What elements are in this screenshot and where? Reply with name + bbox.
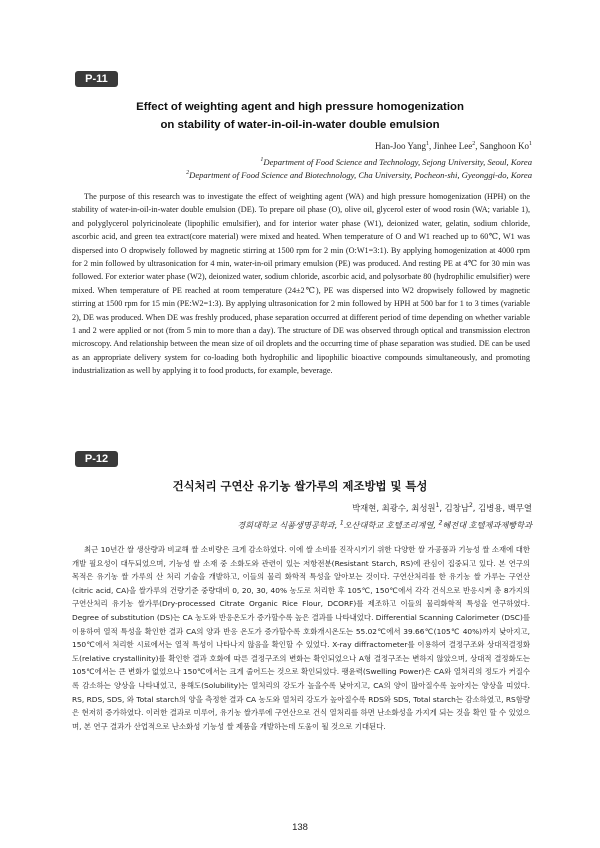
affiliation-ko <box>237 519 532 532</box>
page-number: 138 <box>292 822 308 833</box>
abstract-number-badge-2: P-12 <box>75 451 118 467</box>
author-list-ko <box>352 502 532 514</box>
author-3-affil-mark: 1 <box>529 141 532 147</box>
author-2-affil-mark: 2 <box>472 141 476 147</box>
paper-title-line-2: on stability of water-in-oil-in-water double emulsion <box>160 119 440 131</box>
affiliation-ko-b: 오산대학교 호텔조리계열, <box>343 520 439 530</box>
authors-ko-group-3: , 김병용, 백무열 <box>472 503 532 513</box>
paper-title <box>60 98 540 134</box>
affiliation-ko-mark-1: 1 <box>339 519 344 527</box>
authors-ko-mark-1: 1 <box>435 502 440 510</box>
affiliation-1 <box>260 156 532 169</box>
author-1-affil-mark: 1 <box>426 141 430 147</box>
author-2: , Jinhee Lee <box>429 141 473 151</box>
affiliation-1-text: Department of Food Science and Technology, Sejong University, Seoul, Korea <box>263 157 532 167</box>
affiliation-ko-a: 경희대학교 식품생명공학과, <box>237 520 340 530</box>
authors-ko-mark-2: 2 <box>468 502 473 510</box>
affiliation-1-mark: 1 <box>260 157 264 164</box>
affiliation-ko-mark-2: 2 <box>438 519 443 527</box>
author-list <box>375 141 532 151</box>
authors-ko-group-1: 박재현, 최광수, 최성원 <box>352 503 436 513</box>
abstract-number-badge: P-11 <box>75 71 118 87</box>
paper-title-line-1: Effect of weighting agent and high pressure homogenization <box>136 101 464 113</box>
affiliation-2 <box>186 169 532 182</box>
author-3: , Sanghoon Ko <box>475 141 529 151</box>
affiliation-ko-c: 혜전대 호텔제과제빵학과 <box>442 520 532 530</box>
authors-ko-group-2: , 김창남 <box>439 503 469 513</box>
author-1: Han-Joo Yang <box>375 141 427 151</box>
affiliation-2-text: Department of Food Science and Biotechnology, Cha University, Pocheon-shi, Gyeonggi-do, Korea <box>189 170 532 180</box>
paper-title-ko: 건식처리 구연산 유기농 쌀가루의 제조방법 및 특성 <box>172 479 428 493</box>
abstract-body-ko: 최근 10년간 쌀 생산량과 비교해 쌀 소비량은 크게 감소하였다. 이에 쌀 소비를 진작시키기 위한 다양한 쌀 가공품과 기능성 쌀 소재에 대한 개발 필요성이 대두되었으며, 기능성 쌀 소재 중 소화도와 관련이 있는 저항전분(Resistant Starch, RS)에 관심이 집중되고 있다. 본 연구의 목적은 유기농 쌀 가루의 산 처리 기술을 개발하고, 이들의 물리 화학적 특성을 알아보는 것이다. 구연산처리를 한 유기농 쌀 가루는 구연산(citric acid, CA)을 쌀가루의 건량기준 중량대비 0, 20, 30, 40% 농도로 처리한 후 105℃, 150℃에서 각각 건식으로 반응시켜 총 8가지의 구연산처리 유기농 쌀가루(Dry-processed Citrate Organic Rice Flour, DCORF)를 제조하고 이들의 물리화학적 특성을 연구하였다. Degree of substitution (DS)는 CA 농도와 반응온도가 증가할수록 높은 결과를 나타내었다. Differential Scanning Calorimeter (DSC)를 이용하여 열적 특성을 확인한 결과 CA의 양과 반응 온도가 증가할수록 호화개시온도는 55.02℃에서 39.66℃(105℃ 40%)까지 낮아지고, 150℃에서 처리한 시료에서는 열적 특성이 나타나지 않음을 확인할 수 있었다. X-ray diffractometer를 이용하여 결정구조와 상대적결정화도(relative crystallinity)를 확인한 결과 호화에 따른 결정구조의 변화는 확인되었으나 A형 결정구조는 변하지 않았으며, 상대적 결정화도는 105℃에서는 큰 변화가 없었으나 150℃에서는 크게 줄어드는 것으로 확인되었다. 팽윤력(Swelling Power)은 CA와 열처리의 정도가 커질수록 감소하는 양상을 나타내었고, 용해도(Solubility)는 열처리의 강도가 높을수록 낮아지고, CA의 양이 많아질수록 높아지는 양상을 띠었다. RS, RDS, SDS, 와 Total starch의 양을 측정한 결과 CA 농도와 열처리 강도가 높아질수록 RDS와 SDS, Total starch는 감소하였고, RS함량은 현저히 증가하였다. 이러한 결과로 미루어, 유기농 쌀가루에 구연산으로 건식 열처리를 하면 난소화성을 가지게 되는 것을 확인 할 수 있었으며, 본 연구 결과가 산업적으로 난소화성 기능성 쌀 제품을 개발하는데 도움이 될 것으로 기대된다. <box>72 545 530 731</box>
affiliation-2-mark: 2 <box>186 170 190 177</box>
abstract-body: The purpose of this research was to investigate the effect of weighting agent (WA) and high pressure homogenization (HPH) on the stability of water-in-oil-in-water double emulsion (DE). To prepare oil phase (O), olive oil, glycerol ester of wood rosin (WA; variable 1), and polyglycerol polyricinoleate (lipophilic emulsifier), and for interior water phase (W1), deionized water, gelatin, sodium chloride, ascorbic acid, and green tea extract(core material) were mixed and heated. When temperature of O and W1 reached up to 60℃, W1 was dispersed into O dropwisely followed by magnetic stirring at 1500 rpm for 2 min (O:W1=3:1). By applying homogenization at 4000 rpm for 2 min followed by ultrasonication for 4 min, water-in-oil primary emulsion (PE) was produced. And resting PE at 4℃ for 30 min was followed. For exterior water phase (W2), deionized water, sodium chloride, ascorbic acid, and polysorbate 80 (hydrophilic emulsifier) were mixed. When temperature of PE reached at room temperature (24±2℃), PE was dispersed into W2 dropwisely followed by magnetic stirring at 1500 rpm for 15 min (PE:W2=1:3). By applying ultrasonication for 2 min followed by HPH at 500 bar for 1 to 3 times (variable 2), DE was produced. When DE was freshly produced, phase separation occurred at different period of time depending on whether variable 1 and 2 were applied or not (from 5 min to more than a day). The structure of DE was observed through optical and transmission electron microscopy. And relationship between the mean size of oil droplets and the occurring time of phase separation was studied. DE can be used as an appropriate delivery system for co-loading both hydrophilic and lipophilic bioactive compounds simultaneously, and promoting industrialization as well by applying it to food products, for example, beverage. <box>72 192 530 376</box>
